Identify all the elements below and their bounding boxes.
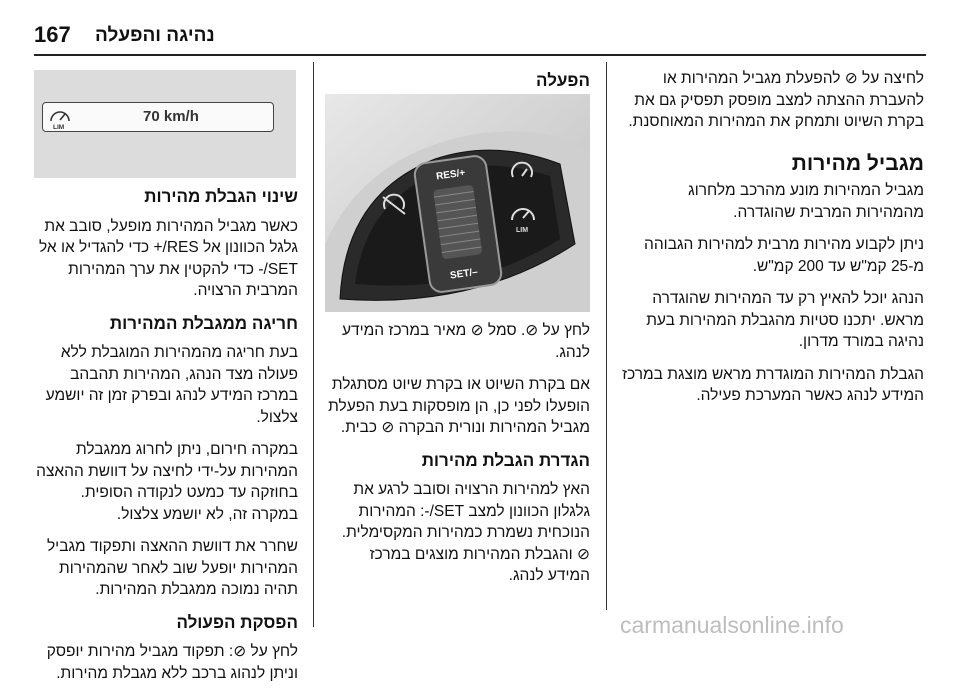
header-rule <box>34 54 926 56</box>
paragraph-change-limit: כאשר מגביל המהירות מופעל, סובב את גלגל הכוונון אל RES/+ כדי להגדיל או אל SET/- כדי להקטין את ערך המהירות המרבית הרצויה. <box>39 217 298 299</box>
watermark: carmanualsonline.info <box>620 612 844 638</box>
steering-wheel-controls-image <box>325 94 590 312</box>
left-column <box>34 186 298 695</box>
speed-value: 70 km/h <box>143 108 199 125</box>
svg-text:LIM: LIM <box>516 227 529 234</box>
paragraph-exceed-2: במקרה חירום, ניתן לחרוג ממגבלת המהירות על-ידי לחיצה על דוושת ההאצה בחוזקה עד כמעט לנקודה הסופית. במקרה זה, לא יושמע צלצול. <box>36 441 298 523</box>
section-title: נהיגה והפעלה <box>95 25 215 46</box>
paragraph-limiter-4: הגבלת המהירות המוגדרת מראש מוצגת במרכז המידע לנהג כאשר המערכת פעילה. <box>622 365 924 404</box>
paragraph-limiter-1: מגביל המהירות מונע מהרכב מלחרוג מהמהירות המרבית שהוגדרה. <box>688 182 924 221</box>
page-header <box>0 0 960 58</box>
speed-display-bar <box>42 102 274 132</box>
speed-limiter-icon <box>47 106 73 135</box>
heading-set-limit: הגדרת הגבלת מהירות <box>421 450 590 470</box>
paragraph-activate: לחץ על ⊘. סמל ⊘ מאיר במרכז המידע לנהג. <box>342 322 590 361</box>
heading-activation: הפעלה <box>536 71 590 90</box>
paragraph-deactivation: לחץ על ⊘: תפקוד מגביל מהירות יופסק וניתן לנהוג ברכב ללא מגבלת מהירות. <box>46 643 298 682</box>
paragraph-limiter-3: הנהג יוכל להאיץ רק עד המהירות שהוגדרה מראש. יתכנו סטיות מהגבלת המהירות בעת נהיגה במורד מדרון. <box>646 290 924 350</box>
heading-deactivation: הפסקת הפעולה <box>176 612 298 632</box>
svg-text:SET/–: SET/– <box>449 266 479 282</box>
column-divider-left <box>313 62 314 627</box>
middle-column <box>326 320 590 598</box>
svg-text:RES/+: RES/+ <box>435 167 466 183</box>
right-column <box>622 68 924 418</box>
svg-text:LIM: LIM <box>53 124 65 130</box>
heading-change-limit: שינוי הגבלת מהירות <box>144 187 298 206</box>
paragraph-limiter-2: ניתן לקבוע מהירות מרבית למהירות הגבוהה מ-25 קמ"ש עד 200 קמ"ש. <box>644 236 924 275</box>
paragraph-previous-cruise: אם בקרת השיוט או בקרת שיוט מסתגלת הופעלו לפני כן, הן מופסקות בעת הפעלת מגביל המהירות ונורית הבקרה ⊘ כבית. <box>328 376 590 436</box>
heading-speed-limiter: מגביל מהירות <box>791 151 924 175</box>
paragraph-intro: לחיצה על ⊘ להפעלת מגביל המהירות או להעברת ההצתה למצב מופסק תפסיק גם את בקרת השיוט ותמחק את המהירות המאוחסנת. <box>628 70 924 130</box>
speed-limiter-display-figure <box>34 70 296 178</box>
column-divider-right <box>606 62 607 610</box>
paragraph-exceed-3: שחרר את דוושת ההאצה ותפקוד מגביל המהירות יופעל שוב לאחר שהמהירות תהיה נמוכה ממגבלת המהירות. <box>46 538 298 598</box>
page-number: 167 <box>34 22 71 47</box>
heading-exceed-limit: חריגה ממגבלת המהירות <box>109 313 298 333</box>
paragraph-exceed-1: בעת חריגה מהמהירות המוגבלת ללא פעולה מצד הנהג, המהירות תהבהב במרכז המידע לנהג ובפרק זמן זה יושמע צלצול. <box>45 344 298 426</box>
paragraph-set-limit: האץ למהירות הרצויה וסובב לרגע את גלגלון הכוונון למצב SET/-: המהירות הנוכחית נשמרת כמהירות המקסימלית. ⊘ והגבלת המהירות מוצגים במרכז המידע לנהג. <box>341 481 590 584</box>
